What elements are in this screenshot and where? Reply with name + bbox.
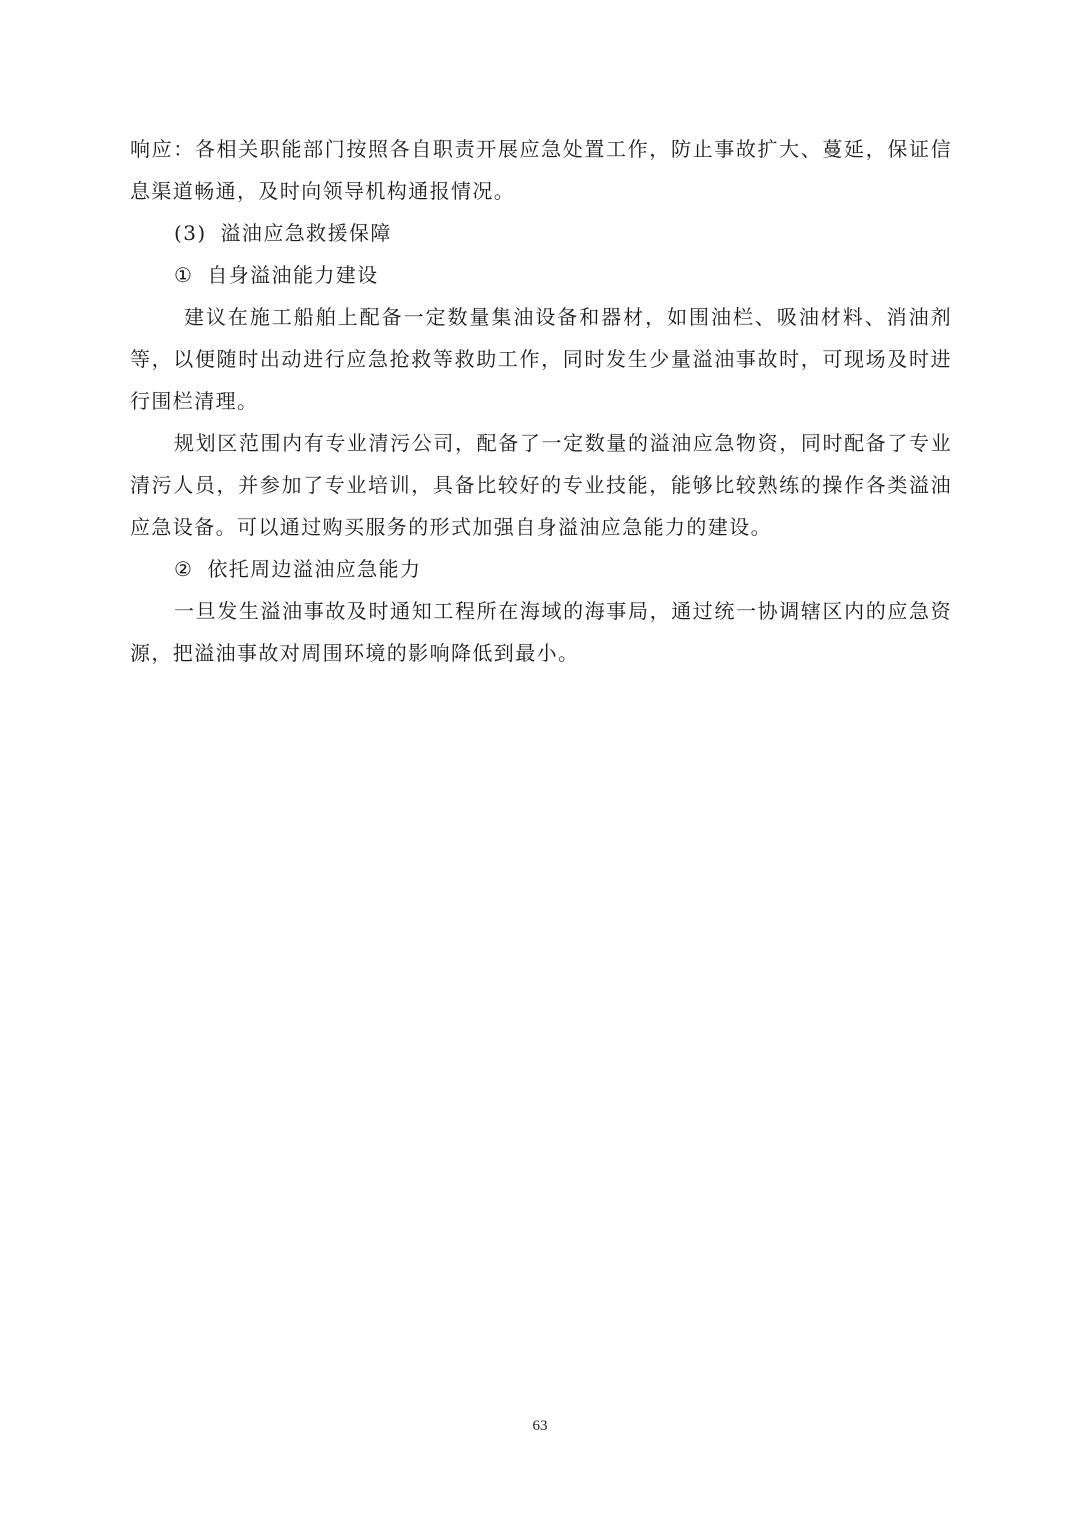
paragraph-equipment-suggestion: 建议在施工船舶上配备一定数量集油设备和器材，如围油栏、吸油材料、消油剂等，以便随时出动进行应急抢救等救助工作，同时发生少量溢油事故时，可现场及时进行围栏清理。 [130, 305, 952, 413]
subheading-title: 依托周边溢油应急能力 [207, 557, 422, 581]
subheading-surrounding-capability [130, 548, 952, 590]
section-number: (3) [174, 221, 207, 245]
subheading-title: 自身溢油能力建设 [207, 263, 379, 287]
page-number: 63 [532, 1418, 548, 1434]
subheading-number: ② [174, 557, 194, 581]
section-title: 溢油应急救援保障 [220, 221, 392, 245]
paragraph-cleaning-company: 规划区范围内有专业清污公司，配备了一定数量的溢油应急物资，同时配备了专业清污人员，并参加了专业培训，具备比较好的专业技能，能够比较熟练的操作各类溢油应急设备。可以通过购买服务的形式加强自身溢油应急能力的建设。 [130, 431, 952, 539]
paragraph-response: 响应：各相关职能部门按照各自职责开展应急处置工作，防止事故扩大、蔓延，保证信息渠道畅通，及时向领导机构通报情况。 [130, 137, 952, 203]
section-heading-oil-spill-support [130, 212, 952, 254]
paragraph-maritime-notification: 一旦发生溢油事故及时通知工程所在海域的海事局，通过统一协调辖区内的应急资源，把溢油事故对周围环境的影响降低到最小。 [130, 599, 952, 665]
page-content [130, 128, 952, 674]
subheading-own-capability [130, 254, 952, 296]
subheading-number: ① [174, 263, 194, 287]
